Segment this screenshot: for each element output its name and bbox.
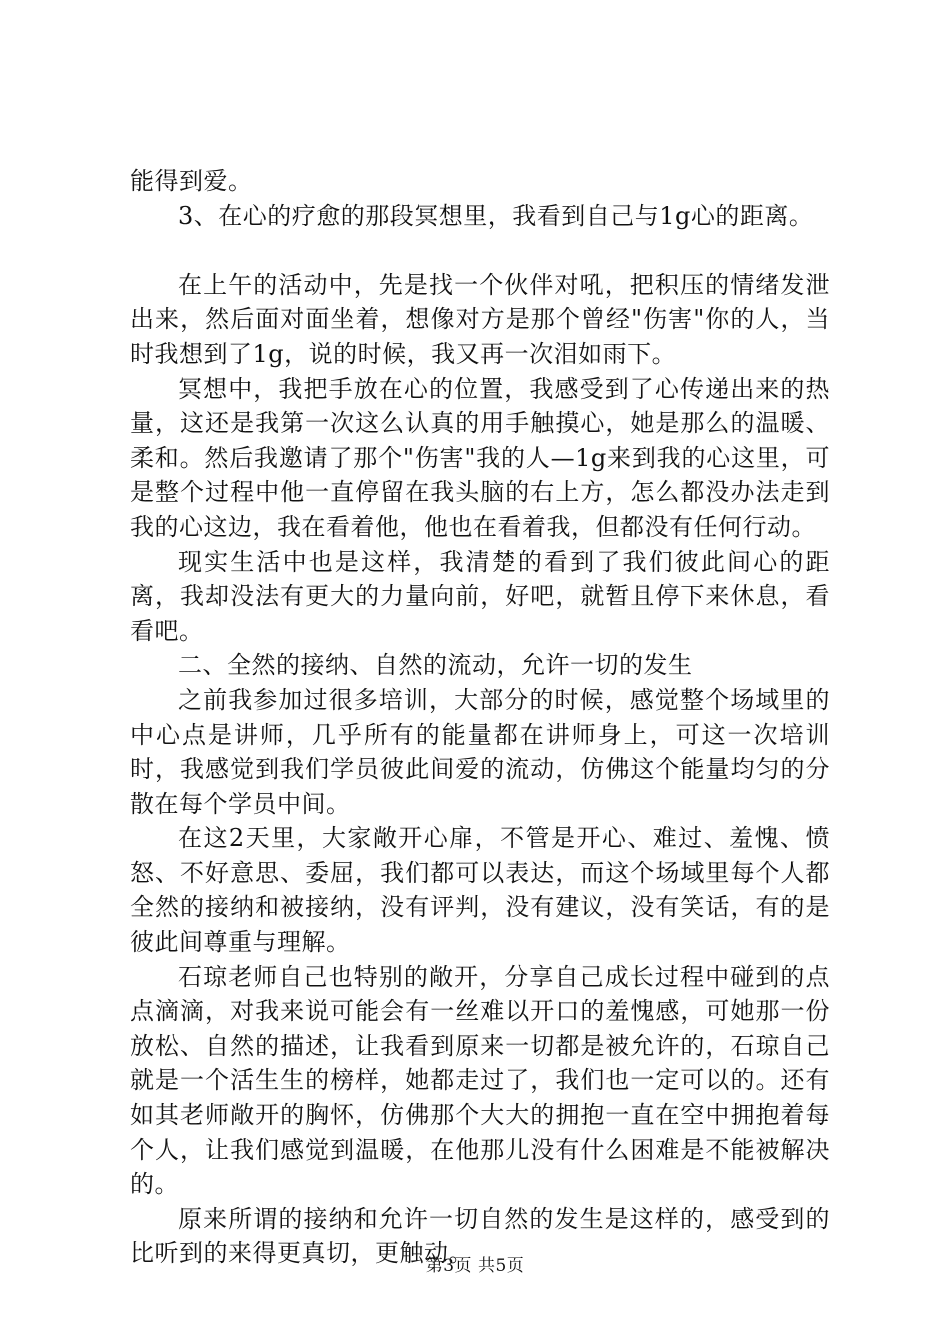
document-body <box>130 164 830 1271</box>
paragraph-two-days: 在这2天里，大家敞开心扉，不管是开心、难过、羞愧、愤怒、不好意思、委屈，我们都可以表达，而这个场域里每个人都全然的接纳和被接纳，没有评判，没有建议，没有笑话，有的是彼此间尊重与理解。 <box>130 824 830 957</box>
paragraph-teacher-sharing: 石琼老师自己也特别的敞开，分享自己成长过程中碰到的点点滴滴，对我来说可能会有一丝难以开口的羞愧感，可她那一份放松、自然的描述，让我看到原来一切都是被允许的，石琼自己就是一个活生生的榜样，她都走过了，我们也一定可以的。还有如其老师敞开的胸怀，仿佛那个大大的拥抱一直在空中拥抱着每个人，让我们感觉到温暖，在他那儿没有什么困难是不能被解决的。 <box>130 962 830 1199</box>
paragraph-real-life: 现实生活中也是这样，我清楚的看到了我们彼此间心的距离，我却没法有更大的力量向前，好吧，就暂且停下来休息，看看吧。 <box>130 547 830 645</box>
paragraph-training-experience: 之前我参加过很多培训，大部分的时候，感觉整个场域里的中心点是讲师，几乎所有的能量都在讲师身上，可这一次培训时，我感觉到我们学员彼此间爱的流动，仿佛这个能量均匀的分散在每个学员中间。 <box>130 685 830 818</box>
paragraph-morning-activity: 在上午的活动中，先是找一个伙伴对吼，把积压的情绪发泄出来，然后面对面坐着，想像对方是那个曾经"伤害"你的人，当时我想到了1g，说的时候，我又再一次泪如雨下。 <box>130 270 830 368</box>
paragraph-meditation: 冥想中，我把手放在心的位置，我感受到了心传递出来的热量，这还是我第一次这么认真的用手触摸心，她是那么的温暖、柔和。然后我邀请了那个"伤害"我的人—1g来到我的心这里，可是整个过程中他一直停留在我头脑的右上方，怎么都没办法走到我的心这边，我在看着他，他也在看着我，但都没有任何行动。 <box>130 374 830 541</box>
paragraph-conclusion: 原来所谓的接纳和允许一切自然的发生是这样的，感受到的比听到的来得更真切，更触动。 <box>130 1204 830 1268</box>
paragraph-continuation: 能得到爱。 <box>130 167 253 195</box>
section-heading-acceptance: 二、全然的接纳、自然的流动，允许一切的发生 <box>178 651 693 680</box>
paragraph-gap <box>130 233 830 268</box>
page-footer: 第3页 共5页 <box>425 1256 525 1276</box>
paragraph-point-3: 3、在心的疗愈的那段冥想里，我看到自己与1g心的距离。 <box>178 201 814 230</box>
